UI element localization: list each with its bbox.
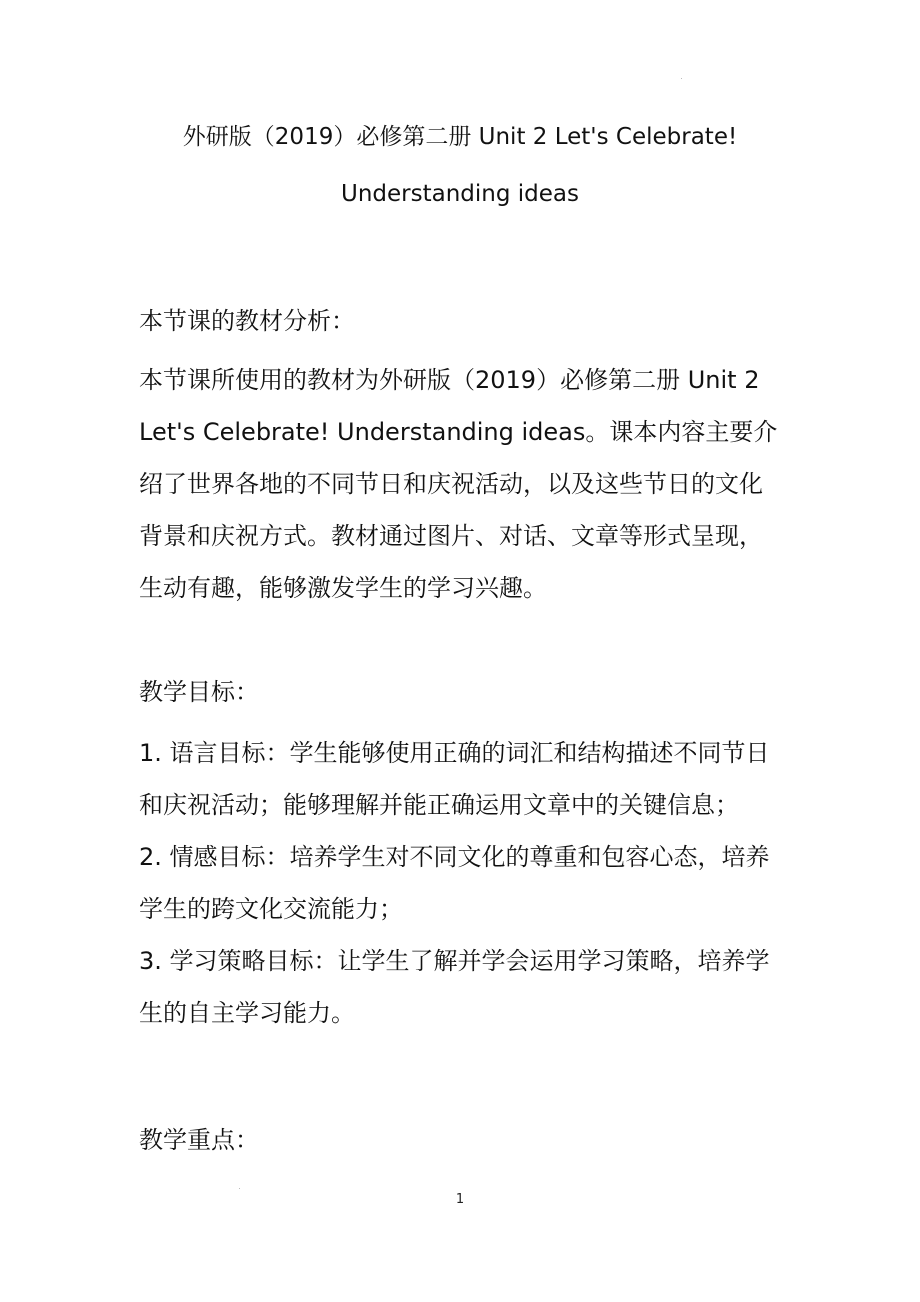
section-heading-analysis: 本节课的教材分析： [139,307,355,335]
section-heading-goals: 教学目标： [139,678,259,706]
document-subtitle: Understanding ideas [341,181,579,207]
section-heading-key-points: 教学重点： [139,1126,259,1154]
scan-speck [239,1188,240,1189]
analysis-paragraph [139,354,784,614]
goal-item-2: 2. 情感目标：培养学生对不同文化的尊重和包容心态，培养学生的跨文化交流能力； [139,843,770,923]
document-title: 外研版（2019）必修第二册 Unit 2 Let's Celebrate! [182,124,738,150]
goals-list [139,727,784,1039]
page-number: 1 [455,1192,465,1207]
scan-speck [681,78,682,79]
goal-item-3: 3. 学习策略目标：让学生了解并学会运用学习策略，培养学生的自主学习能力。 [139,947,770,1027]
goal-item-1: 1. 语言目标：学生能够使用正确的词汇和结构描述不同节日和庆祝活动；能够理解并能正确运用文章中的关键信息； [139,739,770,819]
analysis-text: 本节课所使用的教材为外研版（2019）必修第二册 Unit 2 Let's Celebrate! Understanding ideas。课本内容主要介绍了世界各地的不同节日和庆祝活动，以及这些节日的文化背景和庆祝方式。教材通过图片、对话、文章等形式呈现，生动有趣，能够激发学生的学习兴趣。 [139,366,778,602]
